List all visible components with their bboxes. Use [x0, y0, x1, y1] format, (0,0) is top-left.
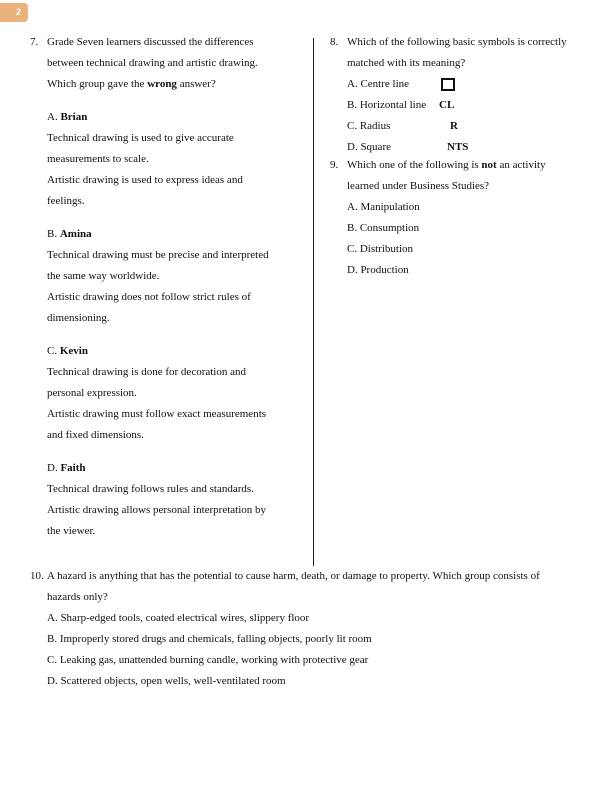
option-text: Technical drawing follows rules and standards.: [47, 483, 254, 495]
option-a: A. Sharp-edged tools, coated electrical wires, slippery floor: [47, 612, 310, 624]
question-10: [30, 566, 540, 692]
question-8: [330, 32, 567, 158]
option-text: Technical drawing must be precise and interpreted: [47, 249, 269, 261]
question-text: learned under Business Studies?: [347, 180, 490, 192]
option-text: and fixed dimensions.: [47, 429, 144, 441]
page-number-badge: 2: [0, 3, 28, 22]
option-d: D. Production: [347, 264, 409, 276]
square-symbol-icon: [441, 78, 455, 91]
question-text: Which group gave the wrong answer?: [47, 78, 216, 90]
option-text: the viewer.: [47, 525, 96, 537]
option-text: Technical drawing is done for decoration and: [47, 366, 246, 378]
option-text: Artistic drawing is used to express ideas and: [47, 174, 243, 186]
option-d: D. Scattered objects, open wells, well-ventilated room: [47, 675, 286, 687]
option-d: D. Square NTS: [347, 141, 469, 153]
question-7: [30, 32, 269, 542]
option-text: dimensioning.: [47, 312, 110, 324]
option-b: B. Horizontal line CL: [347, 99, 455, 111]
question-9: [330, 155, 546, 281]
column-divider: [313, 38, 314, 566]
option-c: C. Radius R: [347, 120, 458, 132]
question-text: Which one of the following is not an activity: [347, 159, 546, 171]
question-number: 8.: [330, 36, 339, 48]
option-text: Artistic drawing allows personal interpretation by: [47, 504, 267, 516]
option-text: the same way worldwide.: [47, 270, 160, 282]
option-c-heading: C. Kevin: [47, 345, 88, 357]
option-b: B. Improperly stored drugs and chemicals, falling objects, poorly lit room: [47, 633, 372, 645]
option-a-heading: A. Brian: [47, 111, 88, 123]
option-a: A. Centre line: [347, 74, 567, 95]
option-text: personal expression.: [47, 387, 137, 399]
option-text: Technical drawing is used to give accurate: [47, 132, 234, 144]
option-c: C. Leaking gas, unattended burning candle, working with protective gear: [47, 654, 369, 666]
option-b: B. Consumption: [347, 222, 420, 234]
option-b-heading: B. Amina: [47, 228, 92, 240]
option-text: Artistic drawing does not follow strict rules of: [47, 291, 251, 303]
question-text: A hazard is anything that has the potential to cause harm, death, or damage to property. Which group consists of: [47, 570, 540, 582]
question-text: hazards only?: [47, 591, 108, 603]
option-c: C. Distribution: [347, 243, 414, 255]
question-text: Grade Seven learners discussed the differences: [47, 36, 254, 48]
option-text: Artistic drawing must follow exact measurements: [47, 408, 267, 420]
option-a: A. Manipulation: [347, 201, 420, 213]
question-number: 7.: [30, 36, 39, 48]
option-text: measurements to scale.: [47, 153, 149, 165]
question-number: 9.: [330, 159, 339, 171]
question-text: Which of the following basic symbols is correctly: [347, 36, 567, 48]
question-text: between technical drawing and artistic drawing.: [47, 57, 258, 69]
question-text: matched with its meaning?: [347, 57, 466, 69]
question-number: 10.: [30, 570, 44, 582]
option-d-heading: D. Faith: [47, 462, 86, 474]
option-text: feelings.: [47, 195, 85, 207]
